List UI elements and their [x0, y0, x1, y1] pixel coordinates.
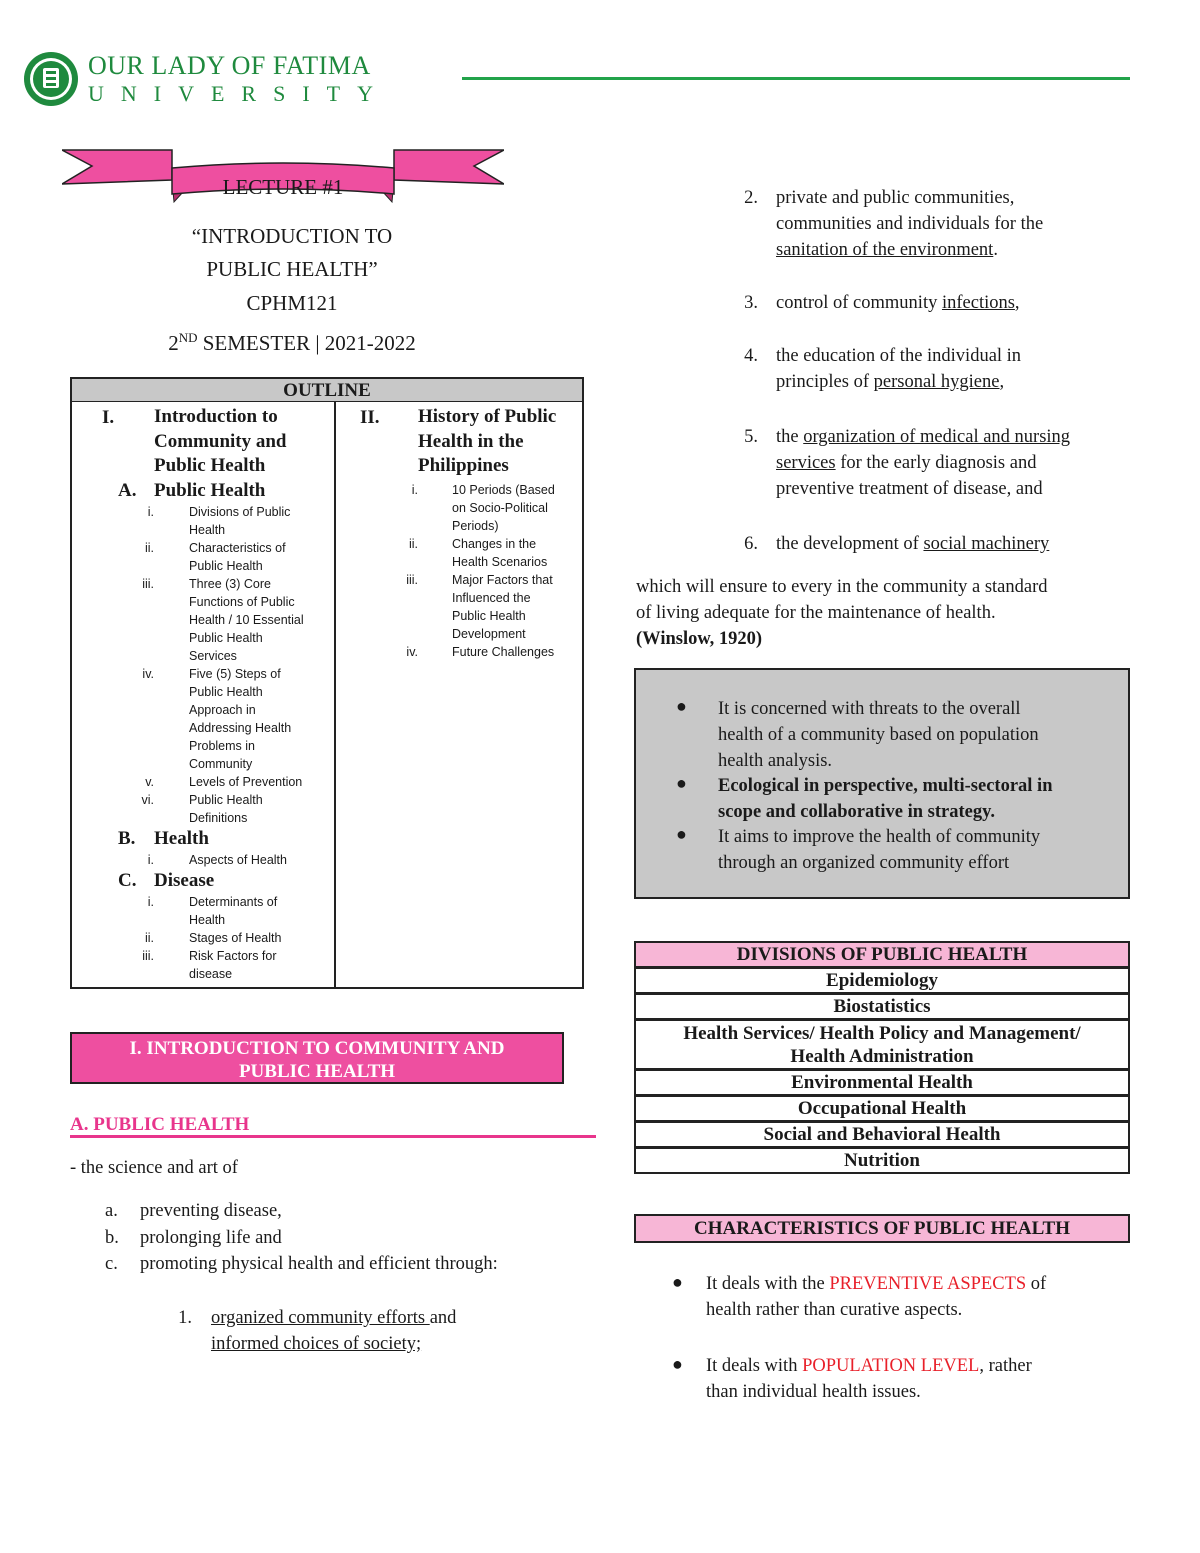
- outline-item-line: Health: [189, 523, 226, 537]
- bullet-icon: ●: [676, 696, 687, 716]
- letter-marker: a.: [105, 1201, 118, 1221]
- divisions-heading: DIVISIONS OF PUBLIC HEALTH: [634, 941, 1130, 968]
- outline-heading: OUTLINE: [72, 379, 582, 402]
- outline-item-number: iii.: [406, 573, 418, 587]
- outline-item: [72, 503, 334, 539]
- list-item-3: control of community infections,: [776, 293, 1020, 313]
- outline-item: [72, 893, 334, 929]
- outline-item: [336, 571, 582, 643]
- outline-item-number: v.: [145, 775, 154, 789]
- letter-text: preventing disease,: [140, 1201, 282, 1221]
- outline-item: [72, 665, 334, 773]
- division-row: Nutrition: [634, 1147, 1130, 1174]
- letter-marker: c.: [105, 1254, 118, 1274]
- outline-item-line: Addressing Health: [189, 721, 292, 735]
- outline-item-line: Public Health: [189, 631, 263, 645]
- outline-title-line: Public Health: [154, 455, 266, 476]
- outline-item-number: ii.: [144, 931, 154, 945]
- outline-item-line: Changes in the: [452, 537, 537, 551]
- division-row: Health Services/ Health Policy and Management/ Health Administration: [634, 1019, 1130, 1070]
- letter-list-item: [90, 1225, 590, 1252]
- outline-part-title: [418, 405, 583, 479]
- outline-item-number: iii.: [142, 577, 154, 591]
- outline-item: [72, 539, 334, 575]
- outline-section-letter: A.: [118, 480, 137, 501]
- outline-item-line: Divisions of Public: [189, 505, 291, 519]
- outline-item: [72, 791, 334, 827]
- outline-part-2: [336, 405, 582, 481]
- outline-title-line: Philippines: [418, 455, 509, 476]
- outline-item-line: disease: [189, 967, 233, 981]
- list-item-2: private and public communities, communities and individuals for the sanitation of the environment.: [776, 188, 1044, 260]
- bullet-icon: ●: [676, 824, 687, 844]
- subsection-a-title: A. PUBLIC HEALTH: [70, 1114, 250, 1135]
- bullet-icon: ●: [672, 1272, 683, 1292]
- outline-roman: I.: [102, 407, 115, 428]
- list-item-1: organized community efforts and informed choices of society;: [211, 1308, 457, 1354]
- outline-item-number: ii.: [144, 541, 154, 555]
- division-row: Environmental Health: [634, 1069, 1130, 1096]
- outline-title-line: Health in the: [418, 430, 524, 452]
- outline-item: [72, 851, 334, 869]
- outline-item: [336, 535, 582, 571]
- lecture-title-line1: “INTRODUCTION TO: [191, 224, 393, 248]
- outline-item-line: Services: [189, 649, 237, 663]
- outline-item: [72, 929, 334, 947]
- outline-item-line: Definitions: [189, 811, 248, 825]
- outline-item-line: Problems in: [189, 739, 255, 753]
- outline-item-line: Levels of Prevention: [189, 775, 303, 789]
- division-row: Epidemiology: [634, 967, 1130, 994]
- public-health-summary-box: [634, 668, 1130, 899]
- division-row: Biostatistics: [634, 993, 1130, 1020]
- outline-roman: II.: [360, 407, 380, 428]
- outline-item-number: i.: [411, 483, 418, 497]
- outline-item-line: Approach in: [189, 703, 256, 717]
- outline-item-line: Aspects of Health: [189, 853, 287, 867]
- winslow-citation: (Winslow, 1920): [636, 629, 763, 649]
- outline-item: [72, 947, 334, 983]
- outline-item-line: Risk Factors for: [189, 949, 277, 963]
- outline-item-line: Stages of Health: [189, 931, 282, 945]
- outline-title-line: Community and: [154, 430, 287, 452]
- outline-item-number: i.: [147, 895, 154, 909]
- letter-list-item: [90, 1198, 590, 1225]
- characteristic-1: It deals with the PREVENTIVE ASPECTS of health rather than curative aspects.: [706, 1274, 1047, 1320]
- outline-item-text: [189, 791, 329, 827]
- letter-marker: b.: [105, 1227, 119, 1248]
- outline-item-line: Functions of Public: [189, 595, 295, 609]
- outline-item-line: Health: [189, 913, 226, 927]
- letter-list-item: [90, 1251, 590, 1278]
- division-row: Social and Behavioral Health: [634, 1121, 1130, 1148]
- outline-item-text: [452, 535, 582, 571]
- outline-item-text: [189, 851, 329, 869]
- outline-item-text: [452, 643, 582, 661]
- outline-item-line: Characteristics of: [189, 541, 286, 555]
- characteristics-heading: CHARACTERISTICS OF PUBLIC HEALTH: [634, 1214, 1130, 1243]
- list-marker: 2.: [744, 188, 758, 208]
- outline-item-text: [189, 503, 329, 539]
- outline-part-title: [154, 405, 329, 479]
- outline-right-column: [336, 405, 582, 661]
- outline-item-line: Major Factors that: [452, 573, 553, 587]
- outline-section: [72, 827, 334, 851]
- bullet-icon: ●: [672, 1354, 683, 1374]
- outline-item-text: [452, 571, 582, 643]
- outline-table: [70, 377, 584, 989]
- university-name: OUR LADY OF FATIMA: [88, 51, 371, 80]
- outline-item-number: iv.: [142, 667, 154, 681]
- list-item-5: the organization of medical and nursing services for the early diagnosis and preventive treatment of disease, and: [776, 427, 1071, 499]
- list-marker: 3.: [744, 293, 758, 313]
- outline-item-line: Public Health: [189, 685, 263, 699]
- outline-part-1: [72, 405, 334, 479]
- outline-item-text: [189, 539, 329, 575]
- outline-item: [72, 575, 334, 665]
- outline-section-title: Disease: [154, 870, 215, 891]
- outline-item-line: Influenced the: [452, 591, 531, 605]
- outline-item-line: Determinants of: [189, 895, 278, 909]
- outline-item-text: [452, 481, 582, 535]
- list-item-6: the development of social machinery: [776, 534, 1050, 554]
- outline-item-line: Public Health: [452, 609, 526, 623]
- letter-text: prolonging life and: [140, 1227, 282, 1248]
- public-health-letter-list: [90, 1198, 590, 1278]
- outline-item-text: [189, 947, 329, 983]
- outline-section-letter: B.: [118, 828, 136, 849]
- lecture-number: LECTURE #1: [222, 175, 344, 199]
- bullet-icon: ●: [676, 773, 687, 793]
- outline-left-column: [72, 405, 334, 983]
- outline-section: [72, 869, 334, 893]
- outline-section-letter: C.: [118, 870, 137, 891]
- list-marker: 5.: [744, 427, 758, 447]
- list-marker: 1.: [178, 1308, 192, 1328]
- outline-item-line: on Socio-Political: [452, 501, 548, 515]
- winslow-closing: which will ensure to every in the community a standard of living adequate for the maintenance of health. (Winslow, 1920): [636, 574, 1132, 652]
- university-subtitle: UNIVERSITY: [88, 81, 390, 106]
- outline-item-number: vi.: [141, 793, 154, 807]
- summary-bullet-1: It is concerned with threats to the overall health of a community based on population health analysis.: [718, 699, 1039, 771]
- outline-item-line: 10 Periods (Based: [452, 483, 555, 497]
- letter-text: promoting physical health and efficient through:: [140, 1254, 498, 1274]
- outline-item-line: Public Health: [189, 559, 263, 573]
- outline-item-text: [189, 893, 329, 929]
- lecture-title-line2: PUBLIC HEALTH”: [206, 257, 378, 281]
- outline-item-text: [189, 665, 329, 773]
- outline-item-line: Three (3) Core: [189, 577, 271, 591]
- outline-item-line: Development: [452, 627, 526, 641]
- outline-item-line: Health Scenarios: [452, 555, 548, 569]
- list-item-4: the education of the individual in principles of personal hygiene,: [776, 346, 1022, 392]
- outline-item-number: i.: [147, 505, 154, 519]
- semester: 2ND SEMESTER | 2021-2022: [168, 330, 416, 355]
- outline-item-number: iii.: [142, 949, 154, 963]
- outline-item-number: i.: [147, 853, 154, 867]
- subsection-a-rule: [70, 1135, 596, 1138]
- summary-bullet-3: It aims to improve the health of community through an organized community effort: [718, 827, 1041, 873]
- characteristic-2: It deals with POPULATION LEVEL, rather than individual health issues.: [706, 1356, 1032, 1402]
- outline-item: [336, 643, 582, 661]
- outline-item-text: [189, 575, 329, 665]
- outline-item-number: iv.: [406, 645, 418, 659]
- outline-item-line: Health / 10 Essential: [189, 613, 304, 627]
- outline-item: [72, 773, 334, 791]
- outline-item-line: Periods): [452, 519, 499, 533]
- outline-item-text: [189, 929, 329, 947]
- course-code: CPHM121: [246, 291, 338, 315]
- division-row: Occupational Health: [634, 1095, 1130, 1122]
- header-rule: [462, 77, 1130, 80]
- outline-item: [336, 481, 582, 535]
- summary-bullet-2: Ecological in perspective, multi-sectoral in scope and collaborative in strategy.: [718, 776, 1053, 822]
- outline-item-number: ii.: [408, 537, 418, 551]
- public-health-intro: - the science and art of: [70, 1158, 238, 1178]
- outline-section-title: Health: [154, 828, 209, 849]
- outline-item-text: [189, 773, 329, 791]
- outline-item-line: Future Challenges: [452, 645, 555, 659]
- list-marker: 4.: [744, 346, 758, 366]
- outline-item-line: Community: [189, 757, 253, 771]
- list-marker: 6.: [744, 534, 758, 554]
- outline-title-line: Introduction to: [154, 406, 278, 427]
- outline-item-line: Five (5) Steps of: [189, 667, 281, 681]
- outline-item-line: Public Health: [189, 793, 263, 807]
- section-1-heading: I. INTRODUCTION TO COMMUNITY AND PUBLIC HEALTH: [70, 1032, 564, 1084]
- university-seal-logo: [22, 50, 80, 108]
- outline-title-line: History of Public: [418, 406, 557, 427]
- outline-section-title: Public Health: [154, 480, 266, 501]
- outline-section: [72, 479, 334, 503]
